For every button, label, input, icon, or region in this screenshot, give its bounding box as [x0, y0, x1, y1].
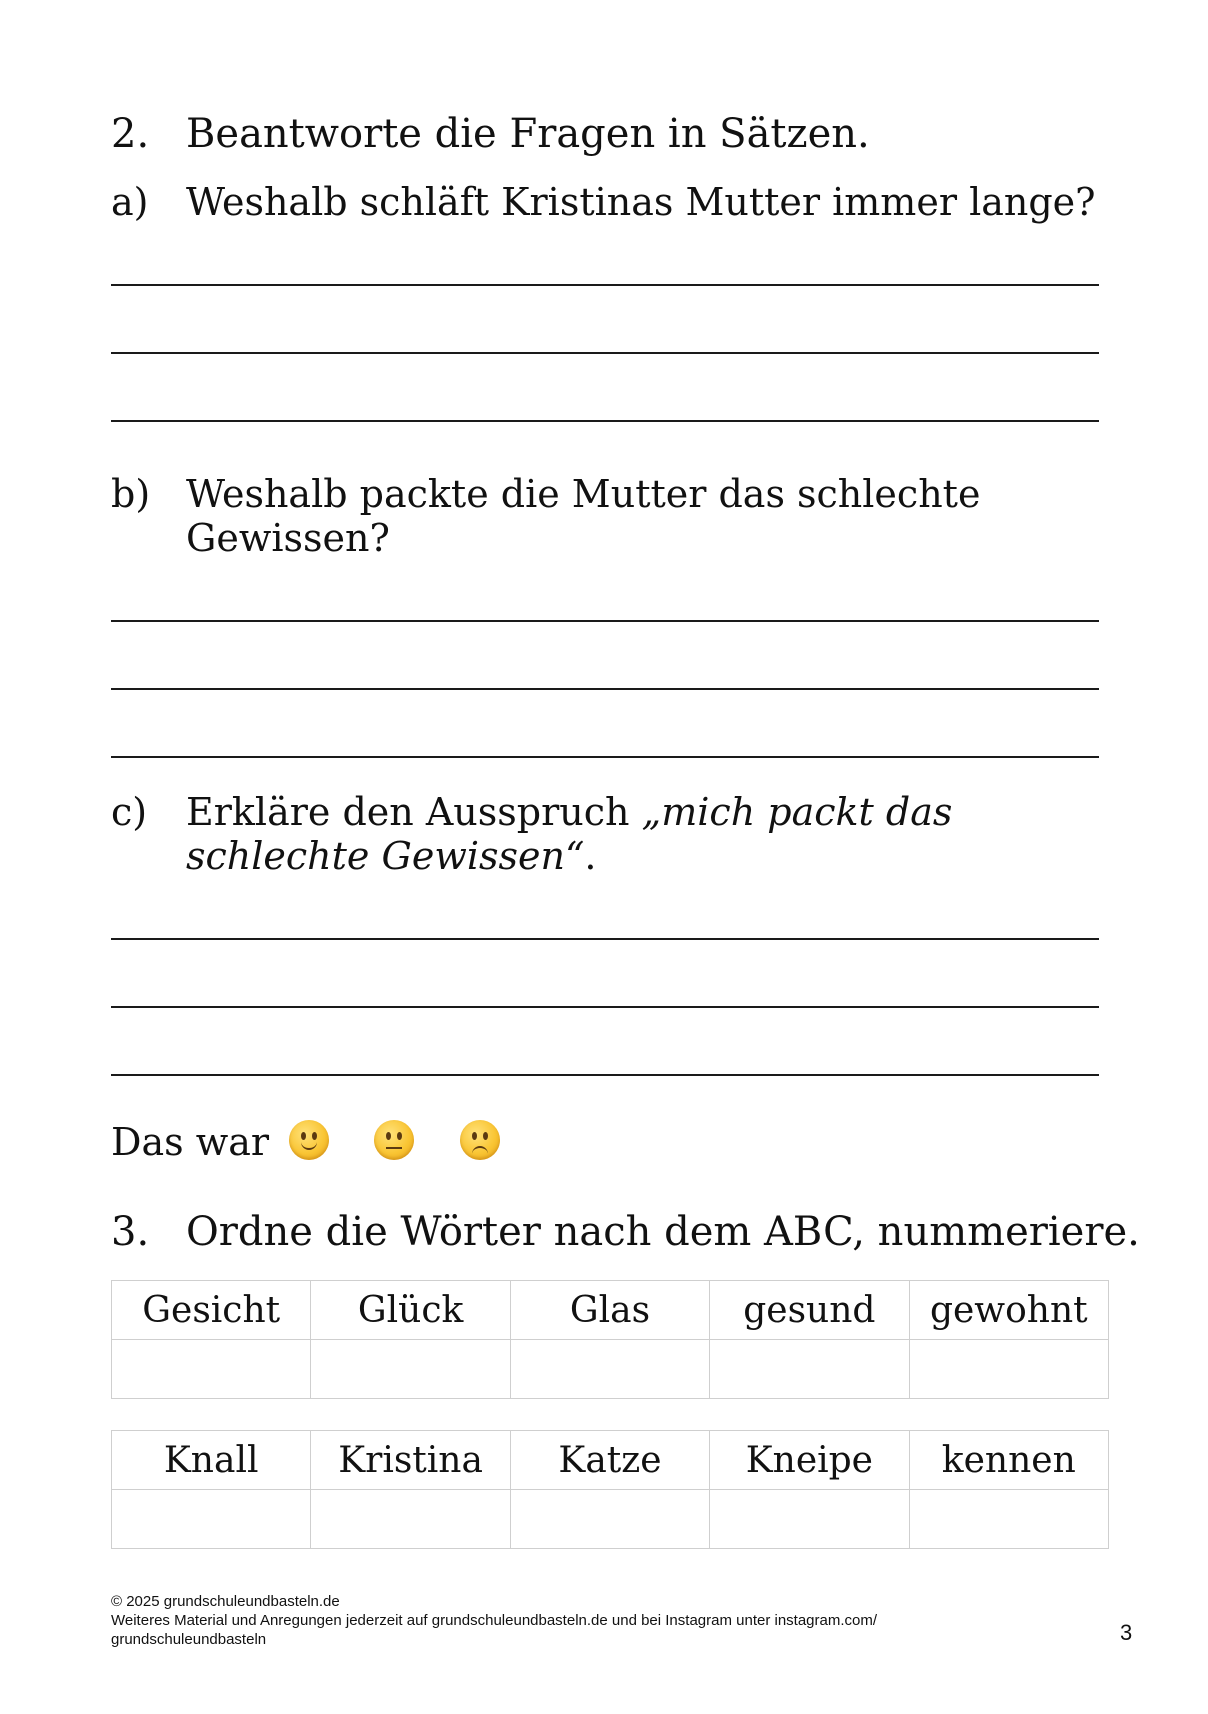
- question-text-prefix: Erkläre den Ausspruch: [186, 790, 642, 834]
- word-cell: Kristina: [311, 1431, 510, 1490]
- question-text: Weshalb schläft Kristinas Mutter immer lange?: [186, 180, 1096, 224]
- footer-note: Weiteres Material und Anregungen jederzeit auf grundschuleundbasteln.de und bei Instagram unter instagram.com/ grundschuleundbasteln: [111, 1612, 878, 1648]
- neutral-face-icon[interactable]: [374, 1120, 414, 1160]
- answer-line[interactable]: [111, 756, 1099, 758]
- word-cell: Knall: [112, 1431, 311, 1490]
- question-a: [111, 180, 1111, 224]
- number-input-cell[interactable]: [510, 1490, 709, 1549]
- word-row: [112, 1431, 1109, 1490]
- answer-line[interactable]: [111, 938, 1099, 940]
- rating-label: Das war: [111, 1120, 270, 1164]
- page-number: 3: [1120, 1620, 1133, 1645]
- answer-line[interactable]: [111, 420, 1099, 422]
- word-table-k: [111, 1430, 1109, 1549]
- answer-line[interactable]: [111, 352, 1099, 354]
- question-text: Weshalb packte die Mutter das schlechte Gewissen?: [186, 472, 981, 560]
- number-input-cell[interactable]: [510, 1340, 709, 1399]
- word-cell: gewohnt: [909, 1281, 1108, 1340]
- answer-line[interactable]: [111, 284, 1099, 286]
- task-number: 2.: [111, 111, 150, 157]
- task-2-heading: [111, 112, 1111, 156]
- question-text: [186, 790, 1116, 878]
- word-cell: Katze: [510, 1431, 709, 1490]
- question-b: [111, 472, 1111, 562]
- word-cell: Glück: [311, 1281, 510, 1340]
- answer-line[interactable]: [111, 688, 1099, 690]
- number-row: [112, 1340, 1109, 1399]
- answer-line[interactable]: [111, 1074, 1099, 1076]
- number-input-cell[interactable]: [909, 1490, 1108, 1549]
- number-input-cell[interactable]: [112, 1490, 311, 1549]
- question-c: [111, 790, 1111, 880]
- number-input-cell[interactable]: [909, 1340, 1108, 1399]
- word-cell: Kneipe: [710, 1431, 909, 1490]
- footer-copyright: © 2025 grundschuleundbasteln.de: [111, 1593, 340, 1610]
- frowning-face-icon[interactable]: [460, 1120, 500, 1160]
- question-text-suffix: .: [584, 834, 597, 878]
- number-input-cell[interactable]: [710, 1340, 909, 1399]
- answer-line[interactable]: [111, 620, 1099, 622]
- word-cell: Glas: [510, 1281, 709, 1340]
- question-label: b): [111, 472, 151, 516]
- footer: [111, 1592, 991, 1649]
- word-cell: gesund: [710, 1281, 909, 1340]
- task-instruction: Beantworte die Fragen in Sätzen.: [186, 111, 870, 157]
- task-3-heading: [111, 1209, 1140, 1255]
- question-label: a): [111, 180, 149, 224]
- number-input-cell[interactable]: [710, 1490, 909, 1549]
- number-row: [112, 1490, 1109, 1549]
- number-input-cell[interactable]: [311, 1340, 510, 1399]
- task-instruction: Ordne die Wörter nach dem ABC, nummeriere.: [186, 1209, 1140, 1255]
- word-cell: kennen: [909, 1431, 1108, 1490]
- quoted-phrase: „mich packt das schlechte Gewissen“: [186, 790, 953, 878]
- question-label: c): [111, 790, 148, 834]
- word-cell: Gesicht: [112, 1281, 311, 1340]
- word-row: [112, 1281, 1109, 1340]
- word-table-g: [111, 1280, 1109, 1399]
- answer-line[interactable]: [111, 1006, 1099, 1008]
- number-input-cell[interactable]: [112, 1340, 311, 1399]
- number-input-cell[interactable]: [311, 1490, 510, 1549]
- smiling-face-icon[interactable]: [289, 1120, 329, 1160]
- task-number: 3.: [111, 1209, 150, 1255]
